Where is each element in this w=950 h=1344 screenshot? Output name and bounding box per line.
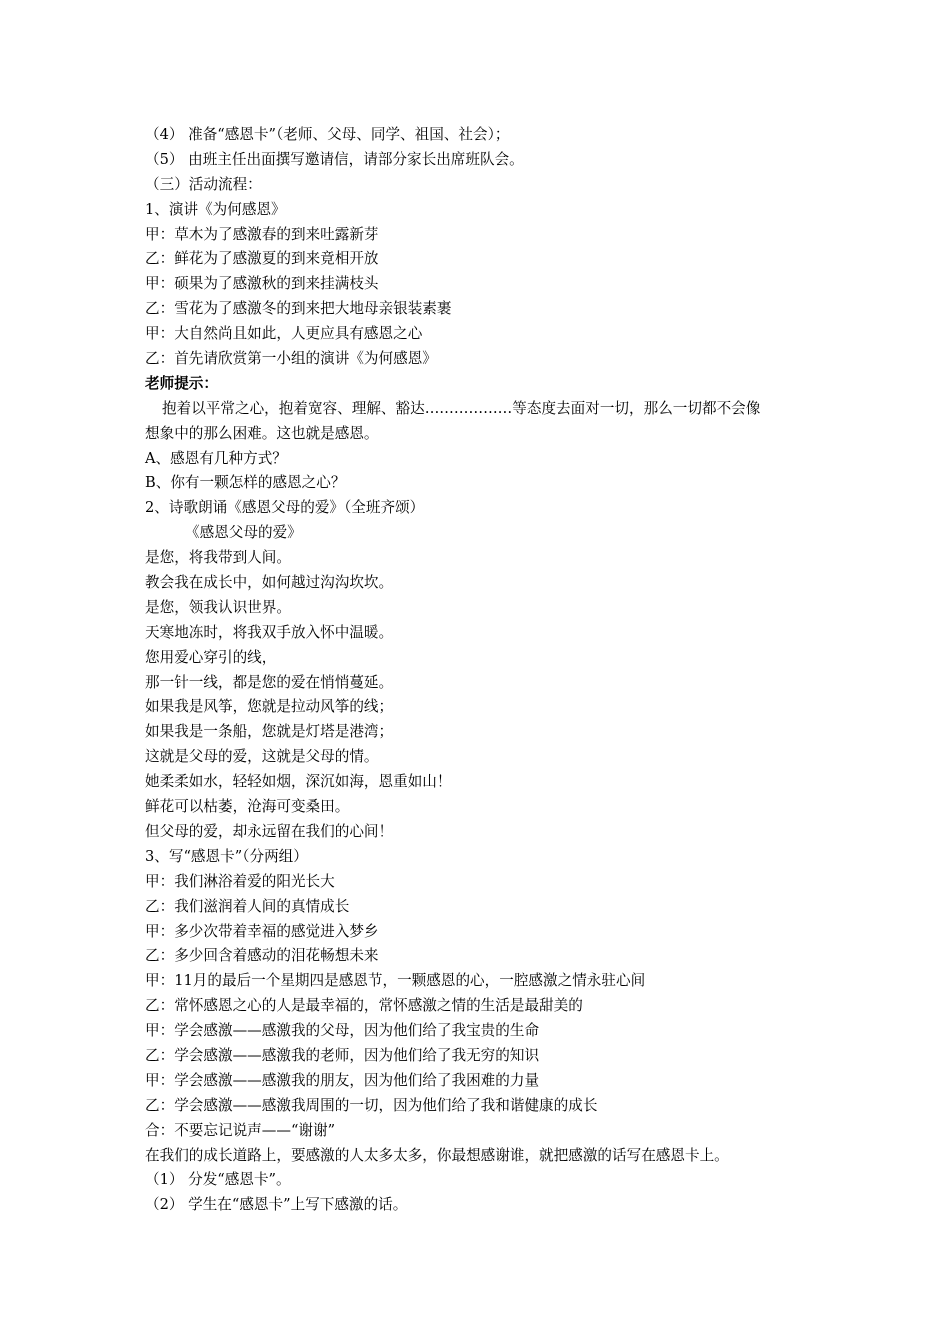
document-body xyxy=(145,123,825,1218)
section-heading: 老师提示： xyxy=(145,374,218,392)
text-line: 天寒地冻时，将我双手放入怀中温暖。 xyxy=(145,623,394,641)
text-line: 乙：学会感激——感激我周围的一切，因为他们给了我和谐健康的成长 xyxy=(145,1096,598,1114)
text-line: 鲜花可以枯萎，沧海可变桑田。 xyxy=(145,798,350,816)
text-line: 想象中的那么困难。这也就是感恩。 xyxy=(145,424,379,442)
text-line: 乙：我们滋润着人间的真情成长 xyxy=(145,897,350,915)
text-line: 甲：多少次带着幸福的感觉进入梦乡 xyxy=(145,922,379,940)
text-line: 乙：鲜花为了感激夏的到来竟相开放 xyxy=(145,250,379,268)
text-line: 甲：11月的最后一个星期四是感恩节，一颗感恩的心，一腔感激之情永驻心间 xyxy=(145,972,646,990)
text-line: 甲：硕果为了感激秋的到来挂满枝头 xyxy=(145,275,379,293)
text-line: 乙：学会感激——感激我的老师，因为他们给了我无穷的知识 xyxy=(145,1046,540,1064)
text-line: 抱着以平常之心，抱着宽容、理解、豁达………………等态度去面对一切，那么一切都不会像 xyxy=(162,399,761,417)
text-line: 2、诗歌朗诵《感恩父母的爱》（全班齐颂） xyxy=(145,499,425,517)
text-line: B、你有一颗怎样的感恩之心？ xyxy=(145,474,346,492)
text-line: 甲：学会感激——感激我的朋友，因为他们给了我困难的力量 xyxy=(145,1071,540,1089)
text-line: 如果我是一条船，您就是灯塔是港湾； xyxy=(145,723,394,741)
text-line: 她柔柔如水，轻轻如烟，深沉如海，恩重如山！ xyxy=(145,773,452,791)
text-line: （2） 学生在“感恩卡”上写下感激的话。 xyxy=(145,1196,408,1214)
text-line: 在我们的成长道路上，要感激的人太多太多，你最想感谢谁，就把感激的话写在感恩卡上。 xyxy=(145,1146,729,1164)
text-line: 您用爱心穿引的线， xyxy=(145,648,277,666)
text-line: （5） 由班主任出面撰写邀请信，请部分家长出席班队会。 xyxy=(145,150,524,168)
text-line: （1） 分发“感恩卡”。 xyxy=(145,1171,291,1189)
text-line: 《感恩父母的爱》 xyxy=(185,524,302,542)
text-line: 乙：多少回含着感动的泪花畅想未来 xyxy=(145,947,379,965)
text-line: 那一针一线，都是您的爱在悄悄蔓延。 xyxy=(145,673,394,691)
text-line: 甲：草木为了感激春的到来吐露新芽 xyxy=(145,225,379,243)
text-line: 是您，领我认识世界。 xyxy=(145,598,291,616)
text-line: 乙：雪花为了感激冬的到来把大地母亲银装素裹 xyxy=(145,300,452,318)
text-line: 乙：首先请欣赏第一小组的演讲《为何感恩》 xyxy=(145,350,437,368)
text-line: 1、演讲《为何感恩》 xyxy=(145,200,286,218)
text-line: 乙：常怀感恩之心的人是最幸福的，常怀感激之情的生活是最甜美的 xyxy=(145,997,583,1015)
text-line: 如果我是风筝，您就是拉动风筝的线； xyxy=(145,698,394,716)
text-line: A、感恩有几种方式？ xyxy=(145,449,287,467)
text-line: 教会我在成长中，如何越过沟沟坎坎。 xyxy=(145,574,394,592)
text-line: 是您，将我带到人间。 xyxy=(145,549,291,567)
text-line: （4） 准备“感恩卡”（老师、父母、同学、祖国、社会）； xyxy=(145,126,510,143)
text-line: 但父母的爱，却永远留在我们的心间！ xyxy=(145,822,394,840)
text-line: 甲：我们淋浴着爱的阳光长大 xyxy=(145,872,335,890)
text-line: （三）活动流程： xyxy=(145,175,262,193)
text-line: 合：不要忘记说声——“谢谢” xyxy=(145,1121,336,1139)
text-line: 甲：大自然尚且如此，人更应具有感恩之心 xyxy=(145,325,423,343)
text-line: 这就是父母的爱，这就是父母的情。 xyxy=(145,748,379,766)
text-line: 甲：学会感激——感激我的父母，因为他们给了我宝贵的生命 xyxy=(145,1022,540,1040)
text-line: 3、写“感恩卡”（分两组） xyxy=(145,847,308,865)
